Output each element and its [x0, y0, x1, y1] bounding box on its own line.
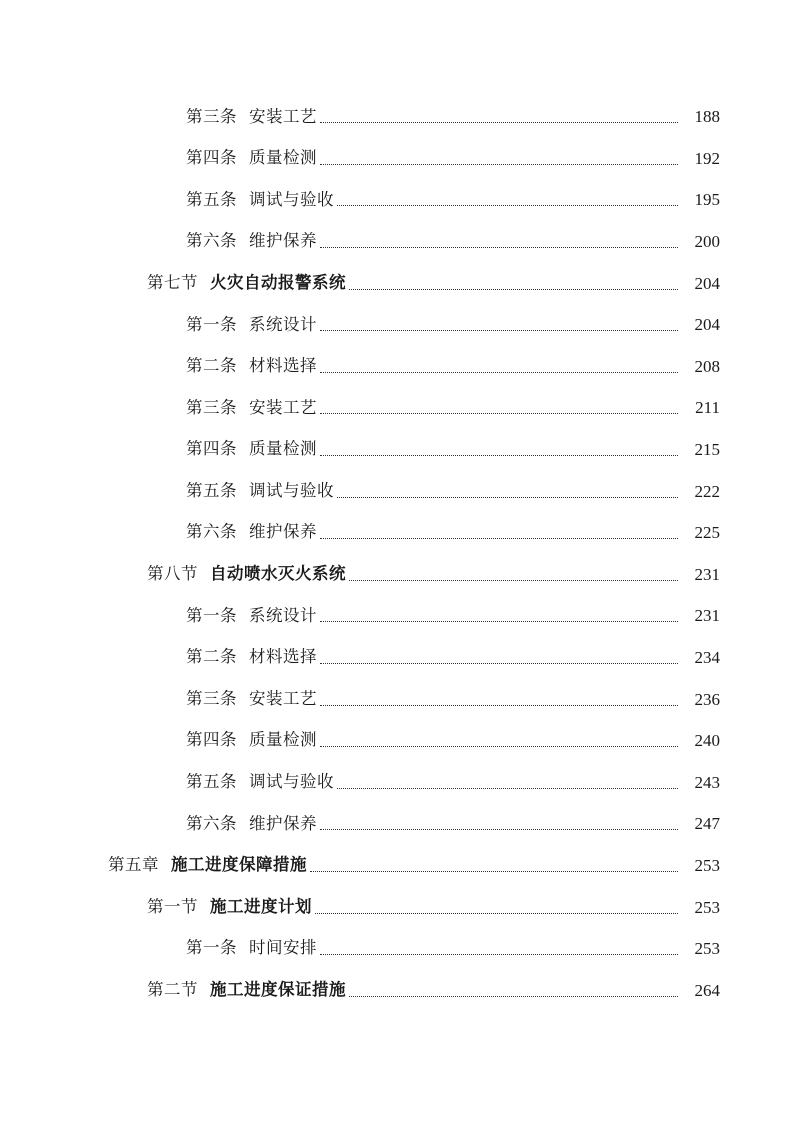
toc-entry-number: 第七节: [147, 272, 198, 292]
dot-leader: [320, 829, 678, 830]
toc-entry[interactable]: [0, 346, 793, 388]
toc-entry-title: 调试与验收: [249, 772, 334, 792]
toc-entry-page: 231: [694, 606, 720, 626]
toc-entry-title: 调试与验收: [249, 189, 334, 209]
toc-entry-title: 时间安排: [249, 938, 317, 958]
toc-section[interactable]: [0, 262, 793, 304]
toc-entry-title: 施工进度保证措施: [210, 980, 346, 1000]
toc-entry-page: 234: [694, 648, 720, 668]
toc-entry-page: 215: [694, 440, 720, 460]
toc-entry-title: 材料选择: [249, 647, 317, 667]
toc-entry-number: 第四条: [186, 730, 237, 750]
toc-section[interactable]: [0, 554, 793, 596]
toc-entry-number: 第五章: [108, 855, 159, 875]
toc-entry[interactable]: [0, 512, 793, 554]
dot-leader: [320, 621, 678, 622]
toc-entry-title: 火灾自动报警系统: [210, 272, 346, 292]
dot-leader: [337, 497, 678, 498]
toc-entry-page: 240: [694, 731, 720, 751]
toc-entry-page: 192: [694, 148, 720, 168]
toc-entry-number: 第八节: [147, 564, 198, 584]
dot-leader: [320, 538, 678, 539]
toc-entry[interactable]: [0, 720, 793, 762]
toc-entry-number: 第六条: [186, 522, 237, 542]
toc-entry-title: 质量检测: [249, 439, 317, 459]
toc-entry-title: 维护保养: [249, 522, 317, 542]
toc-entry-number: 第四条: [186, 439, 237, 459]
dot-leader: [320, 705, 678, 706]
dot-leader: [320, 663, 678, 664]
toc-entry-number: 第五条: [186, 480, 237, 500]
toc-entry-page: 204: [694, 315, 720, 335]
toc-entry-number: 第二条: [186, 647, 237, 667]
toc-entry-title: 施工进度计划: [210, 896, 312, 916]
dot-leader: [349, 580, 678, 581]
toc-entry-number: 第二条: [186, 356, 237, 376]
toc-entry-number: 第五条: [186, 189, 237, 209]
toc-entry-title: 施工进度保障措施: [171, 855, 307, 875]
toc-entry-page: 222: [694, 481, 720, 501]
toc-entry-number: 第二节: [147, 980, 198, 1000]
toc-entry-page: 188: [694, 107, 720, 127]
toc-chapter[interactable]: [0, 845, 793, 887]
table-of-contents: [0, 96, 793, 1011]
toc-entry[interactable]: [0, 928, 793, 970]
toc-entry-title: 调试与验收: [249, 480, 334, 500]
toc-entry-page: 253: [694, 939, 720, 959]
toc-entry-number: 第六条: [186, 231, 237, 251]
dot-leader: [315, 913, 678, 914]
dot-leader: [349, 289, 678, 290]
dot-leader: [337, 788, 678, 789]
toc-entry-number: 第一条: [186, 314, 237, 334]
toc-entry[interactable]: [0, 221, 793, 263]
toc-entry-page: 253: [694, 897, 720, 917]
toc-entry[interactable]: [0, 678, 793, 720]
dot-leader: [320, 122, 678, 123]
dot-leader: [320, 372, 678, 373]
dot-leader: [320, 164, 678, 165]
dot-leader: [349, 996, 678, 997]
toc-entry-page: 225: [694, 523, 720, 543]
toc-entry[interactable]: [0, 803, 793, 845]
dot-leader: [320, 247, 678, 248]
toc-entry-title: 安装工艺: [249, 397, 317, 417]
toc-entry-number: 第一条: [186, 605, 237, 625]
toc-entry[interactable]: [0, 762, 793, 804]
toc-entry-page: 253: [694, 855, 720, 875]
toc-entry[interactable]: [0, 429, 793, 471]
toc-entry-page: 243: [694, 772, 720, 792]
toc-entry-number: 第四条: [186, 148, 237, 168]
toc-entry-title: 安装工艺: [249, 106, 317, 126]
toc-entry[interactable]: [0, 96, 793, 138]
toc-section[interactable]: [0, 969, 793, 1011]
toc-entry-title: 安装工艺: [249, 688, 317, 708]
toc-entry-number: 第六条: [186, 813, 237, 833]
toc-entry[interactable]: [0, 595, 793, 637]
toc-entry-page: 231: [694, 564, 720, 584]
dot-leader: [337, 205, 678, 206]
toc-entry-number: 第一节: [147, 896, 198, 916]
toc-entry-title: 质量检测: [249, 148, 317, 168]
toc-entry-page: 236: [694, 689, 720, 709]
toc-entry-title: 系统设计: [249, 605, 317, 625]
toc-entry-title: 材料选择: [249, 356, 317, 376]
toc-entry-title: 维护保养: [249, 813, 317, 833]
toc-entry-number: 第三条: [186, 397, 237, 417]
toc-entry-number: 第一条: [186, 938, 237, 958]
toc-entry-page: 200: [694, 232, 720, 252]
toc-entry-page: 247: [694, 814, 720, 834]
dot-leader: [320, 413, 678, 414]
toc-entry-page: 208: [694, 356, 720, 376]
toc-entry[interactable]: [0, 304, 793, 346]
dot-leader: [310, 871, 678, 872]
toc-entry-title: 维护保养: [249, 231, 317, 251]
toc-entry-title: 自动喷水灭火系统: [210, 564, 346, 584]
toc-entry-number: 第五条: [186, 772, 237, 792]
toc-entry-page: 204: [694, 273, 720, 293]
toc-entry[interactable]: [0, 138, 793, 180]
toc-entry-page: 264: [694, 980, 720, 1000]
dot-leader: [320, 746, 678, 747]
dot-leader: [320, 455, 678, 456]
toc-entry-number: 第三条: [186, 688, 237, 708]
toc-entry[interactable]: [0, 179, 793, 221]
dot-leader: [320, 330, 678, 331]
toc-entry-page: 195: [694, 190, 720, 210]
toc-entry-title: 系统设计: [249, 314, 317, 334]
toc-entry[interactable]: [0, 470, 793, 512]
toc-entry-number: 第三条: [186, 106, 237, 126]
dot-leader: [320, 954, 678, 955]
toc-entry-page: 211: [695, 398, 720, 418]
toc-entry[interactable]: [0, 637, 793, 679]
toc-entry-title: 质量检测: [249, 730, 317, 750]
toc-section[interactable]: [0, 886, 793, 928]
toc-entry[interactable]: [0, 387, 793, 429]
